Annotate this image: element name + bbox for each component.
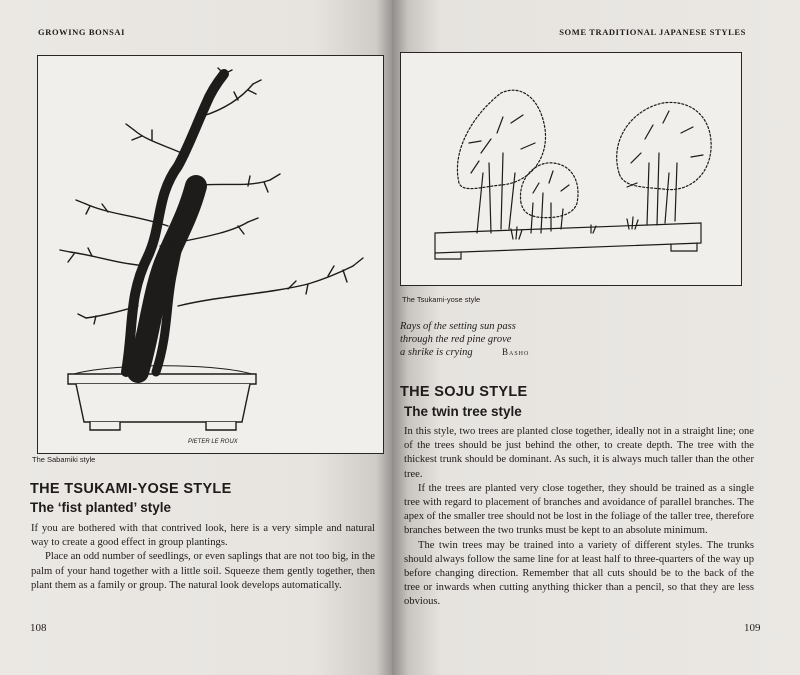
artist-signature: PIETER LE ROUX (188, 439, 238, 445)
right-page (392, 0, 800, 675)
right-body-text (404, 425, 754, 610)
paragraph: If you are bothered with that contrived look, here is a very simple and natural way to create a good effect in group plantings. (31, 523, 375, 549)
tsukami-yose-illustration (400, 52, 742, 286)
soju-heading: THE SOJU STYLE (400, 384, 528, 400)
haiku (400, 320, 530, 360)
page-number-left: 108 (30, 622, 47, 634)
page-number-right: 109 (744, 622, 761, 634)
haiku-line: through the red pine grove (400, 334, 512, 346)
sabamiki-caption: The Sabamiki style (32, 455, 96, 464)
paragraph: Place an odd number of seedlings, or even saplings that are not too big, in the palm of your hand together with a little soil. Squeeze them gently together, then plant them as a family or group. The natural look develops automatically. (31, 551, 375, 591)
running-head-left: GROWING BONSAI (38, 27, 126, 37)
sabamiki-illustration (37, 55, 384, 454)
twin-tree-subheading: The twin tree style (404, 404, 522, 419)
tsukami-yose-group-drawing (401, 53, 741, 285)
paragraph: If the trees are planted very close together, they should be trained as a single tree with regard to placement of branches and avoidance of parallel branches. The apex of the smaller tree should not be lost in the foliage of the taller tree, therefore branches between the two trunks must be kept to an absolute minimum. (404, 482, 754, 537)
tsukami-yose-heading: THE TSUKAMI-YOSE STYLE (30, 481, 232, 497)
sabamiki-bonsai-drawing (38, 56, 383, 453)
running-head-right: SOME TRADITIONAL JAPANESE STYLES (559, 27, 746, 37)
fist-planted-subheading: The ‘fist planted’ style (30, 500, 172, 515)
haiku-author: Basho (502, 347, 530, 357)
paragraph: In this style, two trees are planted close together, ideally not in a straight line; one of the trees should be just behind the other, to create depth. The tree with the thickest trunk should be dominant. As such, it is always much taller than the other tree. (404, 426, 754, 480)
left-page (0, 0, 392, 675)
haiku-line: a shrike is crying (400, 347, 473, 359)
paragraph: The twin trees may be trained into a variety of different styles. The trunks should always follow the same line for at least half to three-quarters of the way up before changing direction. Remember that all cuts should be to the back of the tree or inwards when cutting anything thicker than a pencil, so that they are less obvious. (404, 539, 754, 608)
left-body-text (31, 522, 375, 593)
haiku-line: Rays of the setting sun pass (400, 321, 516, 332)
tsukami-yose-caption: The Tsukami-yose style (402, 295, 481, 304)
